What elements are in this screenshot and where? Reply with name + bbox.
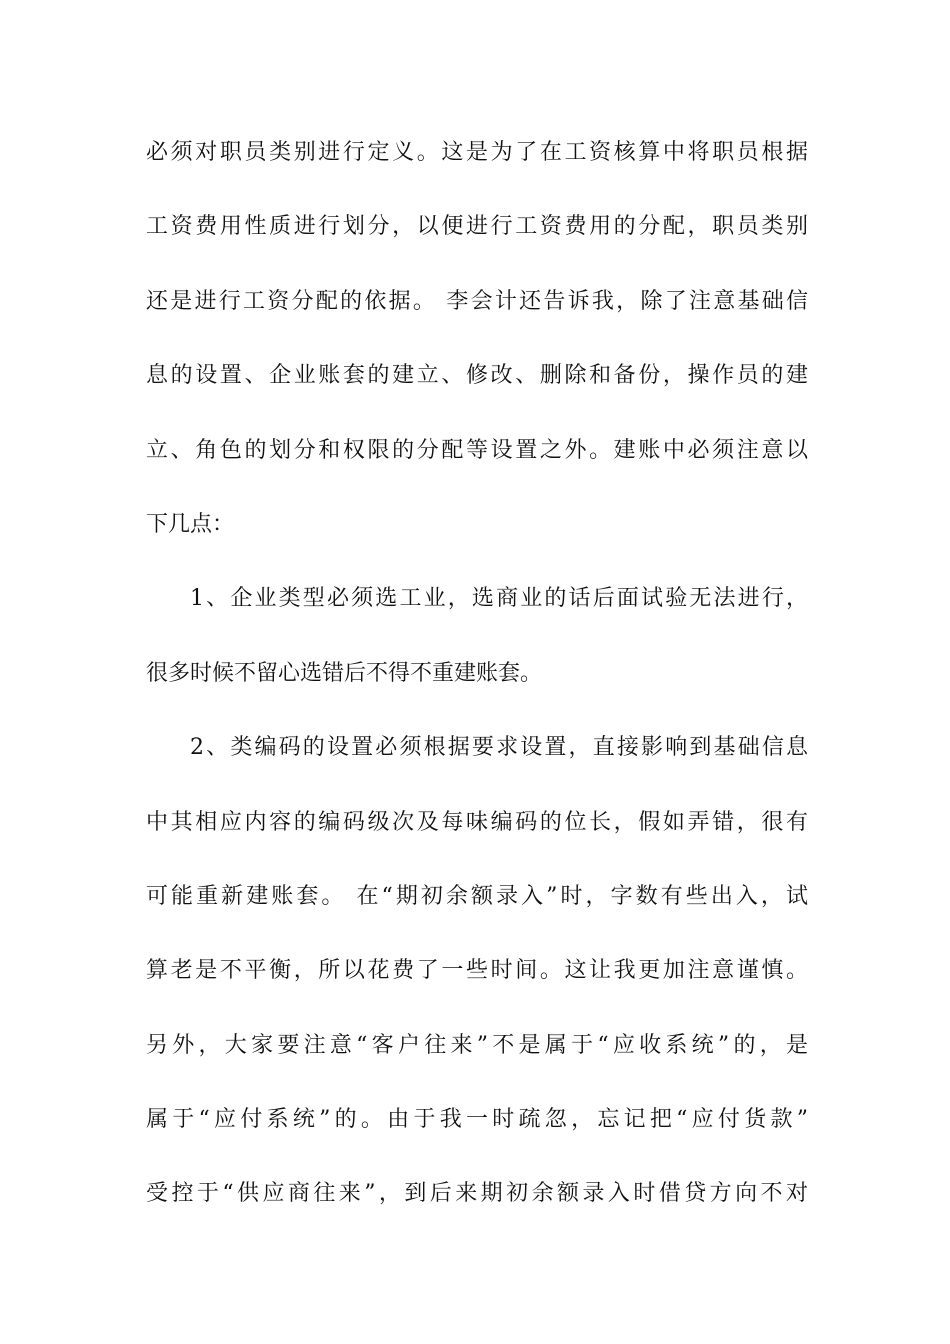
- text-line: 可能重新建账套。 在“期初余额录入”时，字数有些出入，试: [146, 883, 808, 909]
- text-line: 算老是不平衡，所以花费了一些时间。这让我更加注意谨慎。: [146, 958, 808, 984]
- text-line: 另外，大家要注意“客户往来”不是属于“应收系统”的，是: [146, 1032, 808, 1058]
- body-text: [146, 127, 808, 1243]
- text-line: 工资费用性质进行划分，以便进行工资费用的分配，职员类别: [146, 214, 808, 240]
- text-line: 中其相应内容的编码级次及每味编码的位长，假如弄错，很有: [146, 809, 808, 835]
- text-line: 2、类编码的设置必须根据要求设置，直接影响到基础信息: [190, 735, 808, 761]
- text-line: 息的设置、企业账套的建立、修改、删除和备份，操作员的建: [146, 363, 808, 389]
- text-line: 立、角色的划分和权限的分配等设置之外。建账中必须注意以: [146, 437, 808, 463]
- text-line: 1、企业类型必须选工业，选商业的话后面试验无法进行，: [190, 586, 808, 612]
- text-line: 受控于“供应商往来”，到后来期初余额录入时借贷方向不对: [146, 1181, 808, 1207]
- text-line: 属于“应付系统”的。由于我一时疏忽，忘记把“应付货款”: [146, 1107, 808, 1133]
- text-line: 还是进行工资分配的依据。 李会计还告诉我，除了注意基础信: [146, 288, 808, 314]
- text-line: 必须对职员类别进行定义。这是为了在工资核算中将职员根据: [146, 140, 808, 165]
- text-line: 下几点：: [146, 511, 235, 537]
- text-line: 很多时候不留心选错后不得不重建账套。: [146, 660, 543, 686]
